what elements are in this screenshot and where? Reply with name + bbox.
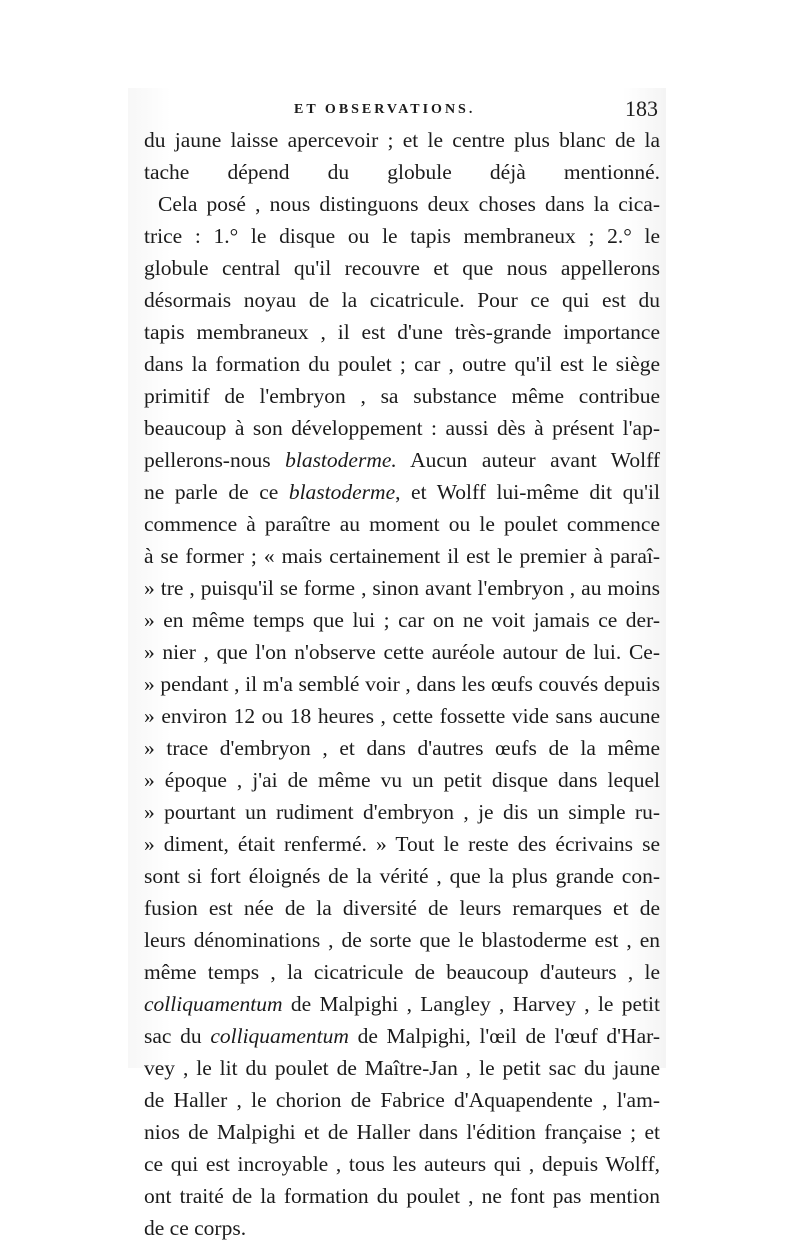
text-line: même temps , la cicatricule de beaucoup d'auteurs , le bbox=[144, 960, 660, 984]
text-line: » époque , j'ai de même vu un petit disque dans lequel bbox=[144, 768, 660, 792]
text-segment: de Malpighi , Langley , Harvey , le petit bbox=[282, 992, 660, 1016]
text-line bbox=[144, 1020, 660, 1052]
running-head: ET OBSERVATIONS. bbox=[294, 102, 476, 117]
text-line: beaucoup à son développement : aussi dès à présent l'ap- bbox=[144, 416, 660, 440]
text-line: ce qui est incroyable , tous les auteurs qui , depuis Wolff, bbox=[144, 1152, 660, 1176]
text-line: primitif de l'embryon , sa substance même contribue bbox=[144, 384, 660, 408]
text-segment: de Malpighi, l'œil de l'œuf d'Har- bbox=[348, 1024, 661, 1048]
text-line: tache dépend du globule déjà mentionné. bbox=[144, 160, 660, 184]
text-line bbox=[144, 988, 660, 1020]
text-segment: Aucun auteur avant Wolff bbox=[396, 448, 661, 472]
text-line: leurs dénominations , de sorte que le blastoderme est , en bbox=[144, 928, 660, 952]
italic-term: colliquamentum bbox=[210, 1024, 349, 1048]
text-line: de Haller , le chorion de Fabrice d'Aquapendente , l'am- bbox=[144, 1088, 660, 1112]
text-line: » nier , que l'on n'observe cette auréole autour de lui. Ce- bbox=[144, 640, 660, 664]
text-line: » trace d'embryon , et dans d'autres œufs de la même bbox=[144, 736, 660, 760]
text-segment: ne parle de ce bbox=[144, 480, 289, 504]
text-line: tapis membraneux , il est d'une très-grande importance bbox=[144, 320, 660, 344]
text-segment: sac du bbox=[144, 1024, 211, 1048]
text-segment: pellerons-nous bbox=[144, 448, 286, 472]
text-line: » diment, était renfermé. » Tout le reste des écrivains se bbox=[144, 832, 660, 856]
text-line: à se former ; « mais certainement il est le premier à paraî- bbox=[144, 544, 660, 568]
text-line: » tre , puisqu'il se forme , sinon avant l'embryon , au moins bbox=[144, 576, 660, 600]
page-number: 183 bbox=[625, 96, 658, 121]
italic-term: blastoderme. bbox=[285, 448, 397, 472]
text-line: Cela posé , nous distinguons deux choses dans la cica- bbox=[158, 192, 660, 216]
text-line: trice : 1.° le disque ou le tapis membraneux ; 2.° le bbox=[144, 224, 660, 248]
text-line: commence à paraître au moment ou le poulet commence bbox=[144, 512, 660, 536]
text-line: dans la formation du poulet ; car , outre qu'il est le siège bbox=[144, 352, 660, 376]
text-line: du jaune laisse apercevoir ; et le centre plus blanc de la bbox=[144, 128, 660, 152]
text-segment: , et Wolff lui-même dit qu'il bbox=[395, 480, 660, 504]
body-text bbox=[144, 124, 660, 1244]
text-line: fusion est née de la diversité de leurs remarques et de bbox=[144, 896, 660, 920]
text-line bbox=[144, 476, 660, 508]
italic-term: colliquamentum bbox=[144, 992, 283, 1016]
text-line: » pendant , il m'a semblé voir , dans les œufs couvés depuis bbox=[144, 672, 660, 696]
text-line: de ce corps. bbox=[144, 1216, 247, 1240]
text-line: » en même temps que lui ; car on ne voit jamais ce der- bbox=[144, 608, 660, 632]
text-line bbox=[144, 444, 660, 476]
text-line: globule central qu'il recouvre et que nous appellerons bbox=[144, 256, 660, 280]
text-line: sont si fort éloignés de la vérité , que la plus grande con- bbox=[144, 864, 660, 888]
text-line: vey , le lit du poulet de Maître-Jan , le petit sac du jaune bbox=[144, 1056, 660, 1080]
text-line: ont traité de la formation du poulet , ne font pas mention bbox=[144, 1184, 660, 1208]
text-line: » pourtant un rudiment d'embryon , je dis un simple ru- bbox=[144, 800, 660, 824]
text-line: » environ 12 ou 18 heures , cette fossette vide sans aucune bbox=[144, 704, 660, 728]
text-line: nios de Malpighi et de Haller dans l'édition française ; et bbox=[144, 1120, 660, 1144]
text-line: désormais noyau de la cicatricule. Pour ce qui est du bbox=[144, 288, 660, 312]
italic-term: blastoderme bbox=[288, 480, 396, 504]
page-header bbox=[144, 96, 660, 124]
